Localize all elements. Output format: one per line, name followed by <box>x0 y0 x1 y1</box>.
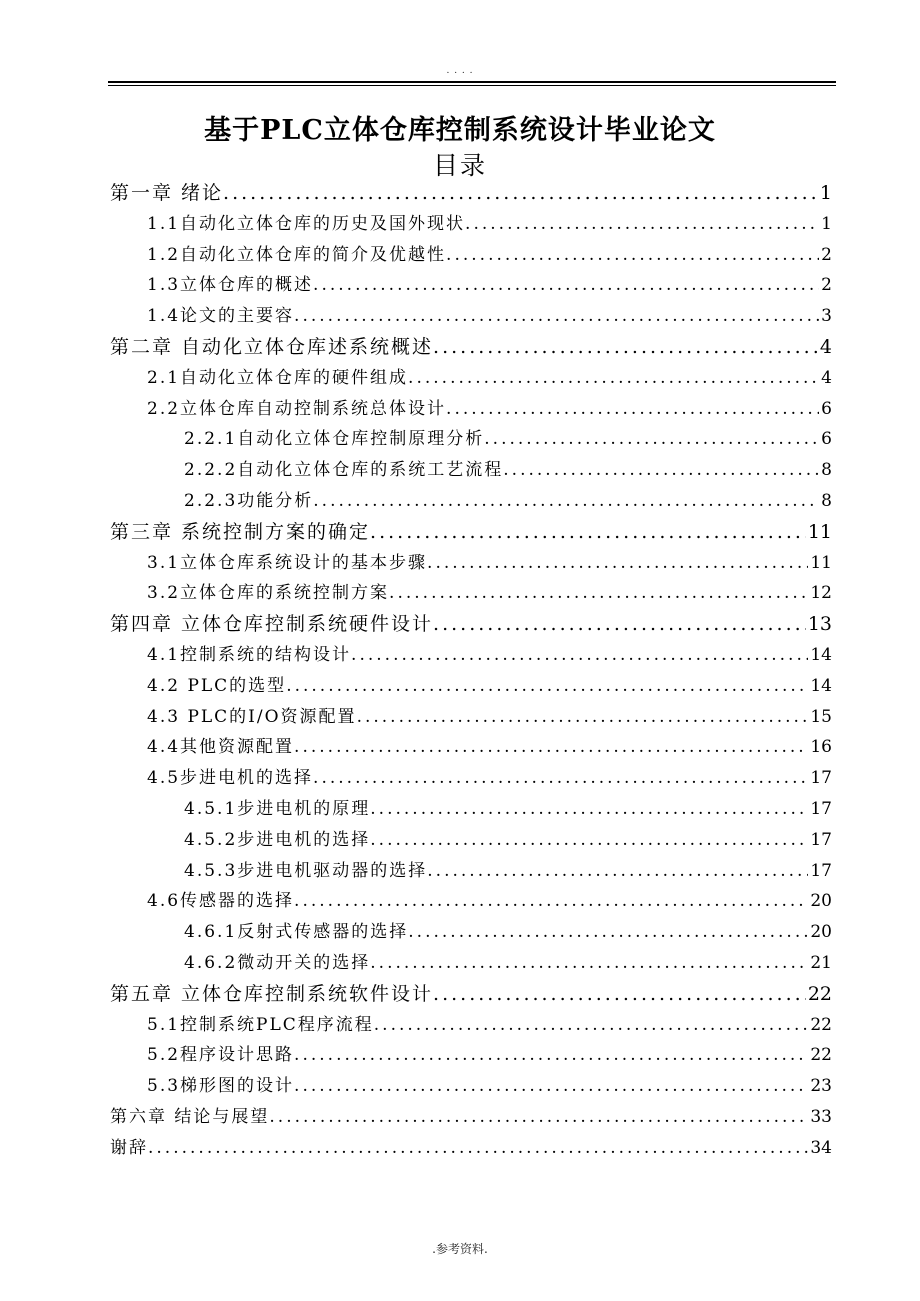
toc-entry[interactable] <box>110 178 832 209</box>
toc-entry-label: 第三章 系统控制方案的确定 <box>110 520 371 543</box>
toc-leader-dots <box>269 1107 808 1127</box>
toc-entry[interactable] <box>110 763 832 794</box>
toc-leader-dots <box>427 861 808 881</box>
table-of-contents <box>110 178 832 1164</box>
toc-entry-label: 4.5.2步进电机的选择 <box>184 829 371 850</box>
toc-leader-dots <box>370 953 808 973</box>
toc-leader-dots <box>503 460 819 480</box>
toc-entry[interactable] <box>110 394 832 425</box>
toc-leader-dots <box>446 399 819 419</box>
toc-entry[interactable] <box>110 424 832 455</box>
header-rule-thin <box>108 85 836 86</box>
toc-leader-dots <box>370 799 808 819</box>
toc-leader-dots <box>370 521 806 543</box>
toc-entry-page: 22 <box>810 1045 832 1066</box>
toc-entry-page: 34 <box>810 1137 832 1158</box>
toc-entry-page: 16 <box>810 737 832 758</box>
toc-entry-page: 17 <box>810 829 832 850</box>
toc-entry-label: 1.1自动化立体仓库的历史及国外现状 <box>147 213 466 234</box>
toc-leader-dots <box>294 1045 808 1065</box>
toc-leader-dots <box>294 737 808 757</box>
toc-leader-dots <box>408 368 819 388</box>
toc-entry[interactable] <box>110 732 832 763</box>
toc-leader-dots <box>313 768 808 788</box>
toc-entry-label: 4.2 PLC的选型 <box>147 675 287 696</box>
toc-entry-label: 谢辞 <box>110 1137 148 1158</box>
toc-entry-page: 20 <box>810 891 832 912</box>
toc-entry[interactable] <box>110 332 832 363</box>
toc-entry-page: 14 <box>810 675 832 696</box>
toc-entry[interactable] <box>110 517 832 548</box>
toc-entry-page: 14 <box>810 644 832 665</box>
toc-entry-label: 4.4其他资源配置 <box>147 737 295 758</box>
page-footer-text: .参考资料. <box>432 1242 488 1256</box>
toc-entry[interactable] <box>110 609 832 640</box>
toc-entry-label: 5.2程序设计思路 <box>147 1045 295 1066</box>
page-header-text: . . . . <box>446 66 474 76</box>
toc-entry-page: 6 <box>821 429 832 450</box>
toc-entry-page: 17 <box>810 768 832 789</box>
toc-leader-dots <box>351 645 808 665</box>
toc-entry-page: 17 <box>810 798 832 819</box>
toc-entry-page: 15 <box>810 706 832 727</box>
toc-entry-page: 1 <box>821 213 832 234</box>
toc-leader-dots <box>389 583 808 603</box>
toc-entry[interactable] <box>110 486 832 517</box>
toc-entry-label: 第五章 立体仓库控制系统软件设计 <box>110 982 434 1005</box>
toc-entry-page: 11 <box>807 520 832 543</box>
toc-leader-dots <box>286 676 808 696</box>
toc-entry-label: 1.3立体仓库的概述 <box>147 275 314 296</box>
toc-entry-label: 4.5步进电机的选择 <box>147 768 314 789</box>
toc-entry[interactable] <box>110 794 832 825</box>
toc-entry-label: 第一章 绪论 <box>110 182 224 204</box>
toc-entry-label: 5.1控制系统PLC程序流程 <box>147 1014 374 1035</box>
toc-entry-label: 2.2.3功能分析 <box>184 490 314 511</box>
toc-entry-label: 第四章 立体仓库控制系统硬件设计 <box>110 613 434 636</box>
toc-entry-label: 4.1控制系统的结构设计 <box>147 644 352 665</box>
toc-heading: 目录 <box>432 151 487 180</box>
toc-entry[interactable] <box>110 1133 832 1164</box>
toc-entry[interactable] <box>110 856 832 887</box>
toc-leader-dots <box>484 429 819 449</box>
toc-entry[interactable] <box>110 209 832 240</box>
toc-entry-page: 17 <box>810 860 832 881</box>
toc-leader-dots <box>357 707 809 727</box>
toc-leader-dots <box>294 1076 808 1096</box>
toc-entry[interactable] <box>110 455 832 486</box>
toc-entry-label: 4.5.1步进电机的原理 <box>184 798 371 819</box>
toc-entry-label: 4.6.1反射式传感器的选择 <box>184 922 409 943</box>
toc-entry-page: 22 <box>807 982 832 1005</box>
toc-entry[interactable] <box>110 1102 832 1133</box>
toc-entry[interactable] <box>110 640 832 671</box>
toc-leader-dots <box>374 1015 809 1035</box>
toc-entry[interactable] <box>110 578 832 609</box>
toc-entry[interactable] <box>110 363 832 394</box>
toc-entry-page: 8 <box>821 460 832 481</box>
toc-entry[interactable] <box>110 1071 832 1102</box>
toc-leader-dots <box>294 891 808 911</box>
toc-entry[interactable] <box>110 702 832 733</box>
toc-entry-label: 第二章 自动化立体仓库述系统概述 <box>110 335 434 358</box>
toc-entry[interactable] <box>110 948 832 979</box>
toc-entry[interactable] <box>110 671 832 702</box>
toc-entry-label: 4.5.3步进电机驱动器的选择 <box>184 860 428 881</box>
toc-entry-page: 2 <box>821 275 832 296</box>
toc-leader-dots <box>370 830 808 850</box>
toc-leader-dots <box>313 491 819 511</box>
toc-leader-dots <box>294 306 819 326</box>
toc-leader-dots <box>223 182 818 204</box>
toc-entry-label: 3.2立体仓库的系统控制方案 <box>147 583 390 604</box>
toc-entry-label: 2.1自动化立体仓库的硬件组成 <box>147 367 409 388</box>
toc-entry[interactable] <box>110 979 832 1010</box>
document-title: 基于PLC立体仓库控制系统设计毕业论文 <box>204 115 716 146</box>
toc-entry[interactable] <box>110 301 832 332</box>
header-rule-thick <box>108 81 836 83</box>
toc-entry-page: 13 <box>807 613 832 636</box>
toc-entry-label: 3.1立体仓库系统设计的基本步骤 <box>147 552 428 573</box>
toc-entry[interactable] <box>110 270 832 301</box>
toc-entry-label: 1.2自动化立体仓库的简介及优越性 <box>147 244 447 265</box>
toc-entry-page: 11 <box>810 552 832 573</box>
toc-entry-page: 23 <box>810 1076 832 1097</box>
toc-entry[interactable] <box>110 1040 832 1071</box>
toc-entry-page: 4 <box>819 335 832 358</box>
toc-entry-page: 2 <box>821 244 832 265</box>
toc-leader-dots <box>433 336 818 358</box>
toc-entry-label: 2.2.1自动化立体仓库控制原理分析 <box>184 429 485 450</box>
toc-entry-page: 22 <box>810 1014 832 1035</box>
toc-entry[interactable] <box>110 825 832 856</box>
toc-entry-label: 第六章 结论与展望 <box>110 1106 270 1127</box>
toc-entry-label: 4.3 PLC的I/O资源配置 <box>147 706 357 727</box>
toc-entry-label: 5.3梯形图的设计 <box>147 1076 295 1097</box>
toc-entry[interactable] <box>110 548 832 579</box>
toc-entry-label: 2.2立体仓库自动控制系统总体设计 <box>147 398 447 419</box>
toc-entry[interactable] <box>110 240 832 271</box>
toc-entry-label: 2.2.2自动化立体仓库的系统工艺流程 <box>184 460 504 481</box>
toc-entry-page: 3 <box>821 306 832 327</box>
toc-entry-page: 33 <box>810 1106 832 1127</box>
toc-leader-dots <box>408 922 808 942</box>
toc-entry[interactable] <box>110 917 832 948</box>
toc-entry-page: 1 <box>819 182 832 204</box>
toc-leader-dots <box>427 553 808 573</box>
toc-entry-label: 4.6传感器的选择 <box>147 891 295 912</box>
toc-entry-page: 8 <box>821 490 832 511</box>
toc-entry-page: 12 <box>810 583 832 604</box>
toc-entry-page: 20 <box>810 922 832 943</box>
toc-leader-dots <box>433 613 806 635</box>
toc-leader-dots <box>313 275 819 295</box>
toc-entry-page: 21 <box>810 952 832 973</box>
toc-entry[interactable] <box>110 1010 832 1041</box>
toc-entry[interactable] <box>110 886 832 917</box>
toc-entry-page: 6 <box>821 398 832 419</box>
toc-leader-dots <box>148 1138 808 1158</box>
toc-entry-label: 4.6.2微动开关的选择 <box>184 952 371 973</box>
toc-entry-page: 4 <box>821 367 832 388</box>
toc-leader-dots <box>465 214 819 234</box>
toc-leader-dots <box>433 983 806 1005</box>
toc-leader-dots <box>446 245 819 265</box>
toc-entry-label: 1.4论文的主要容 <box>147 306 295 327</box>
